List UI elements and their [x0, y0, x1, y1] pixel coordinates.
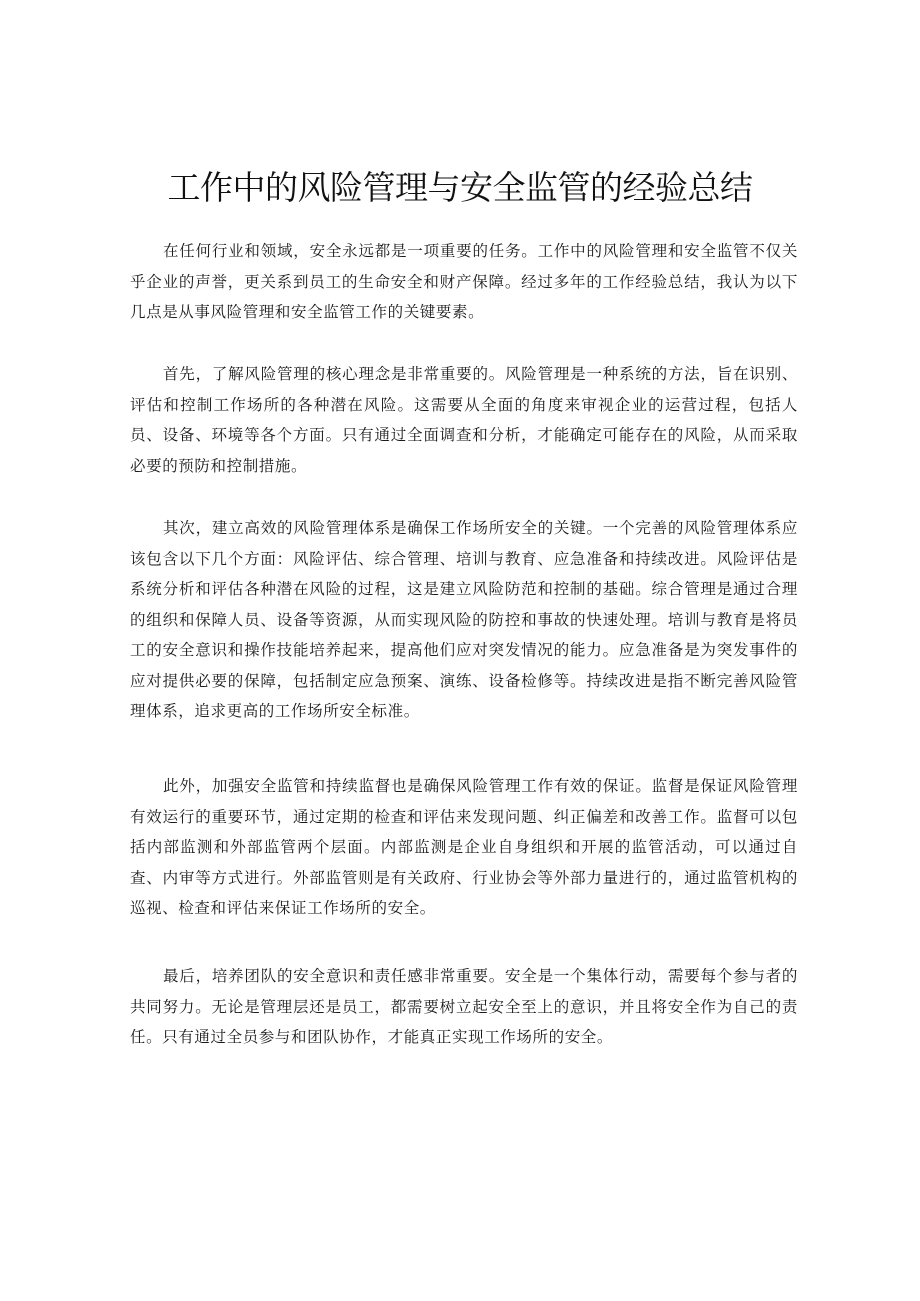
paragraph-third-point: 此外，加强安全监管和持续监督也是确保风险管理工作有效的保证。监督是保证风险管理有效运行的重要环节，通过定期的检查和评估来发现问题、纠正偏差和改善工作。监督可以包括内部监测和外部监管两个层面。内部监测是企业自身组织和开展的监管活动，可以通过自查、内审等方式进行。外部监管则是有关政府、行业协会等外部力量进行的，通过监管机构的巡视、检查和评估来保证工作场所的安全。 — [130, 777, 798, 917]
paragraph-first-point: 首先，了解风险管理的核心理念是非常重要的。风险管理是一种系统的方法，旨在识别、评估和控制工作场所的各种潜在风险。这需要从全面的角度来审视企业的运营过程，包括人员、设备、环境等各个方面。只有通过全面调查和分析，才能确定可能存在的风险，从而采取必要的预防和控制措施。 — [130, 365, 798, 475]
paragraph-conclusion: 最后，培养团队的安全意识和责任感非常重要。安全是一个集体行动，需要每个参与者的共同努力。无论是管理层还是员工，都需要树立起安全至上的意识，并且将安全作为自己的责任。只有通过全员参与和团队协作，才能真正实现工作场所的安全。 — [130, 967, 798, 1046]
document-title: 工作中的风险管理与安全监管的经验总结 — [167, 168, 753, 207]
paragraph-second-point: 其次，建立高效的风险管理体系是确保工作场所安全的关键。一个完善的风险管理体系应该包含以下几个方面：风险评估、综合管理、培训与教育、应急准备和持续改进。风险评估是系统分析和评估各种潜在风险的过程，这是建立风险防范和控制的基础。综合管理是通过合理的组织和保障人员、设备等资源，从而实现风险的防控和事故的快速处理。培训与教育是将员工的安全意识和操作技能培养起来，提高他们应对突发情况的能力。应急准备是为突发事件的应对提供必要的保障，包括制定应急预案、演练、设备检修等。持续改进是指不断完善风险管理体系，追求更高的工作场所安全标准。 — [130, 519, 798, 720]
paragraph-intro: 在任何行业和领域，安全永远都是一项重要的任务。工作中的风险管理和安全监管不仅关乎企业的声誉，更关系到员工的生命安全和财产保障。经过多年的工作经验总结，我认为以下几点是从事风险管理和安全监管工作的关键要素。 — [130, 242, 798, 321]
